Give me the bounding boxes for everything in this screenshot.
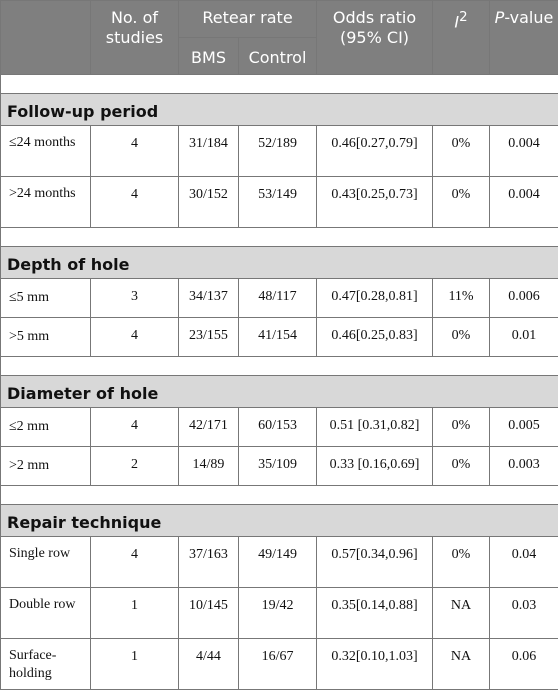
table-row: [1, 279, 558, 318]
studies-cell: 4: [91, 177, 179, 228]
odds-ratio-cell: 0.32[0.10,1.03]: [317, 639, 433, 690]
pvalue-cell: 0.006: [490, 279, 558, 318]
pvalue-cell: 0.04: [490, 537, 558, 588]
spacer-cell: [1, 75, 558, 94]
control-cell: 16/67: [239, 639, 317, 690]
header-or-label: Odds ratio (95% CI): [317, 1, 432, 48]
bms-cell: 42/171: [179, 408, 239, 447]
odds-ratio-cell: 0.43[0.25,0.73]: [317, 177, 433, 228]
header-retear: [179, 1, 317, 38]
spacer-cell: [1, 357, 558, 376]
i2-cell: 0%: [433, 126, 490, 177]
pvalue-cell: 0.06: [490, 639, 558, 690]
i2-cell: 0%: [433, 447, 490, 486]
spacer-cell: [1, 486, 558, 505]
bms-cell: 4/44: [179, 639, 239, 690]
pvalue-cell: 0.004: [490, 177, 558, 228]
subgroup-cell: ≤2 mm: [1, 408, 91, 447]
studies-cell: 4: [91, 126, 179, 177]
i2-cell: 0%: [433, 177, 490, 228]
subgroup-cell: Double row: [1, 588, 91, 639]
control-cell: 35/109: [239, 447, 317, 486]
control-cell: 60/153: [239, 408, 317, 447]
section-title: Diameter of hole: [1, 376, 558, 408]
control-cell: 19/42: [239, 588, 317, 639]
header-pvalue: [490, 1, 558, 75]
studies-cell: 3: [91, 279, 179, 318]
bms-cell: 14/89: [179, 447, 239, 486]
section-spacer: [1, 357, 558, 376]
table-row: [1, 447, 558, 486]
header-control-label: Control: [239, 48, 316, 68]
spacer-cell: [1, 228, 558, 247]
pvalue-cell: 0.03: [490, 588, 558, 639]
bms-cell: 10/145: [179, 588, 239, 639]
section-title-row: [1, 505, 558, 537]
bms-cell: 37/163: [179, 537, 239, 588]
bms-cell: 34/137: [179, 279, 239, 318]
subgroup-cell: Surface-holding: [1, 639, 91, 690]
control-cell: 41/154: [239, 318, 317, 357]
section-title-row: [1, 247, 558, 279]
table-row: [1, 177, 558, 228]
subgroup-cell: >5 mm: [1, 318, 91, 357]
section-title-row: [1, 94, 558, 126]
bms-cell: 30/152: [179, 177, 239, 228]
section-spacer: [1, 75, 558, 94]
header-studies-label: No. of studies: [91, 1, 178, 48]
studies-cell: 1: [91, 588, 179, 639]
i2-cell: NA: [433, 588, 490, 639]
table-row: [1, 588, 558, 639]
table-row: [1, 126, 558, 177]
i2-cell: NA: [433, 639, 490, 690]
header-retear-label: Retear rate: [179, 1, 316, 28]
i2-cell: 0%: [433, 318, 490, 357]
table-row: [1, 537, 558, 588]
pvalue-cell: 0.01: [490, 318, 558, 357]
table-row: [1, 318, 558, 357]
table-row: [1, 408, 558, 447]
i2-cell: 11%: [433, 279, 490, 318]
header-control: [239, 38, 317, 75]
subgroup-cell: Single row: [1, 537, 91, 588]
header-pvalue-label: [490, 1, 558, 28]
odds-ratio-cell: 0.57[0.34,0.96]: [317, 537, 433, 588]
header-i2-sup: 2: [459, 10, 467, 25]
bms-cell: 23/155: [179, 318, 239, 357]
control-cell: 53/149: [239, 177, 317, 228]
i2-cell: 0%: [433, 537, 490, 588]
bms-cell: 31/184: [179, 126, 239, 177]
pvalue-cell: 0.004: [490, 126, 558, 177]
pvalue-cell: 0.005: [490, 408, 558, 447]
table-body: [1, 75, 558, 690]
header-bms-label: BMS: [179, 48, 238, 68]
section-title: Depth of hole: [1, 247, 558, 279]
subgroup-cell: >24 months: [1, 177, 91, 228]
header-i2-label: [433, 1, 489, 32]
subgroup-cell: ≤5 mm: [1, 279, 91, 318]
header-or: [317, 1, 433, 75]
header-p-italic: P: [495, 8, 505, 27]
section-spacer: [1, 228, 558, 247]
control-cell: 49/149: [239, 537, 317, 588]
studies-cell: 4: [91, 318, 179, 357]
odds-ratio-cell: 0.51 [0.31,0.82]: [317, 408, 433, 447]
header-p-rest: -value: [504, 8, 553, 27]
header-i2: [433, 1, 490, 75]
i2-cell: 0%: [433, 408, 490, 447]
section-title-row: [1, 376, 558, 408]
table-row: [1, 639, 558, 690]
header-bms: [179, 38, 239, 75]
studies-cell: 2: [91, 447, 179, 486]
studies-cell: 4: [91, 408, 179, 447]
pvalue-cell: 0.003: [490, 447, 558, 486]
header-i2-base: I: [454, 12, 459, 31]
control-cell: 52/189: [239, 126, 317, 177]
subgroup-cell: >2 mm: [1, 447, 91, 486]
odds-ratio-cell: 0.33 [0.16,0.69]: [317, 447, 433, 486]
studies-cell: 4: [91, 537, 179, 588]
odds-ratio-cell: 0.47[0.28,0.81]: [317, 279, 433, 318]
header-studies: [91, 1, 179, 75]
section-title: Repair technique: [1, 505, 558, 537]
control-cell: 48/117: [239, 279, 317, 318]
section-spacer: [1, 486, 558, 505]
section-title: Follow-up period: [1, 94, 558, 126]
odds-ratio-cell: 0.46[0.25,0.83]: [317, 318, 433, 357]
studies-cell: 1: [91, 639, 179, 690]
odds-ratio-cell: 0.46[0.27,0.79]: [317, 126, 433, 177]
header-subgroup: [1, 1, 91, 75]
subgroup-cell: ≤24 months: [1, 126, 91, 177]
odds-ratio-cell: 0.35[0.14,0.88]: [317, 588, 433, 639]
